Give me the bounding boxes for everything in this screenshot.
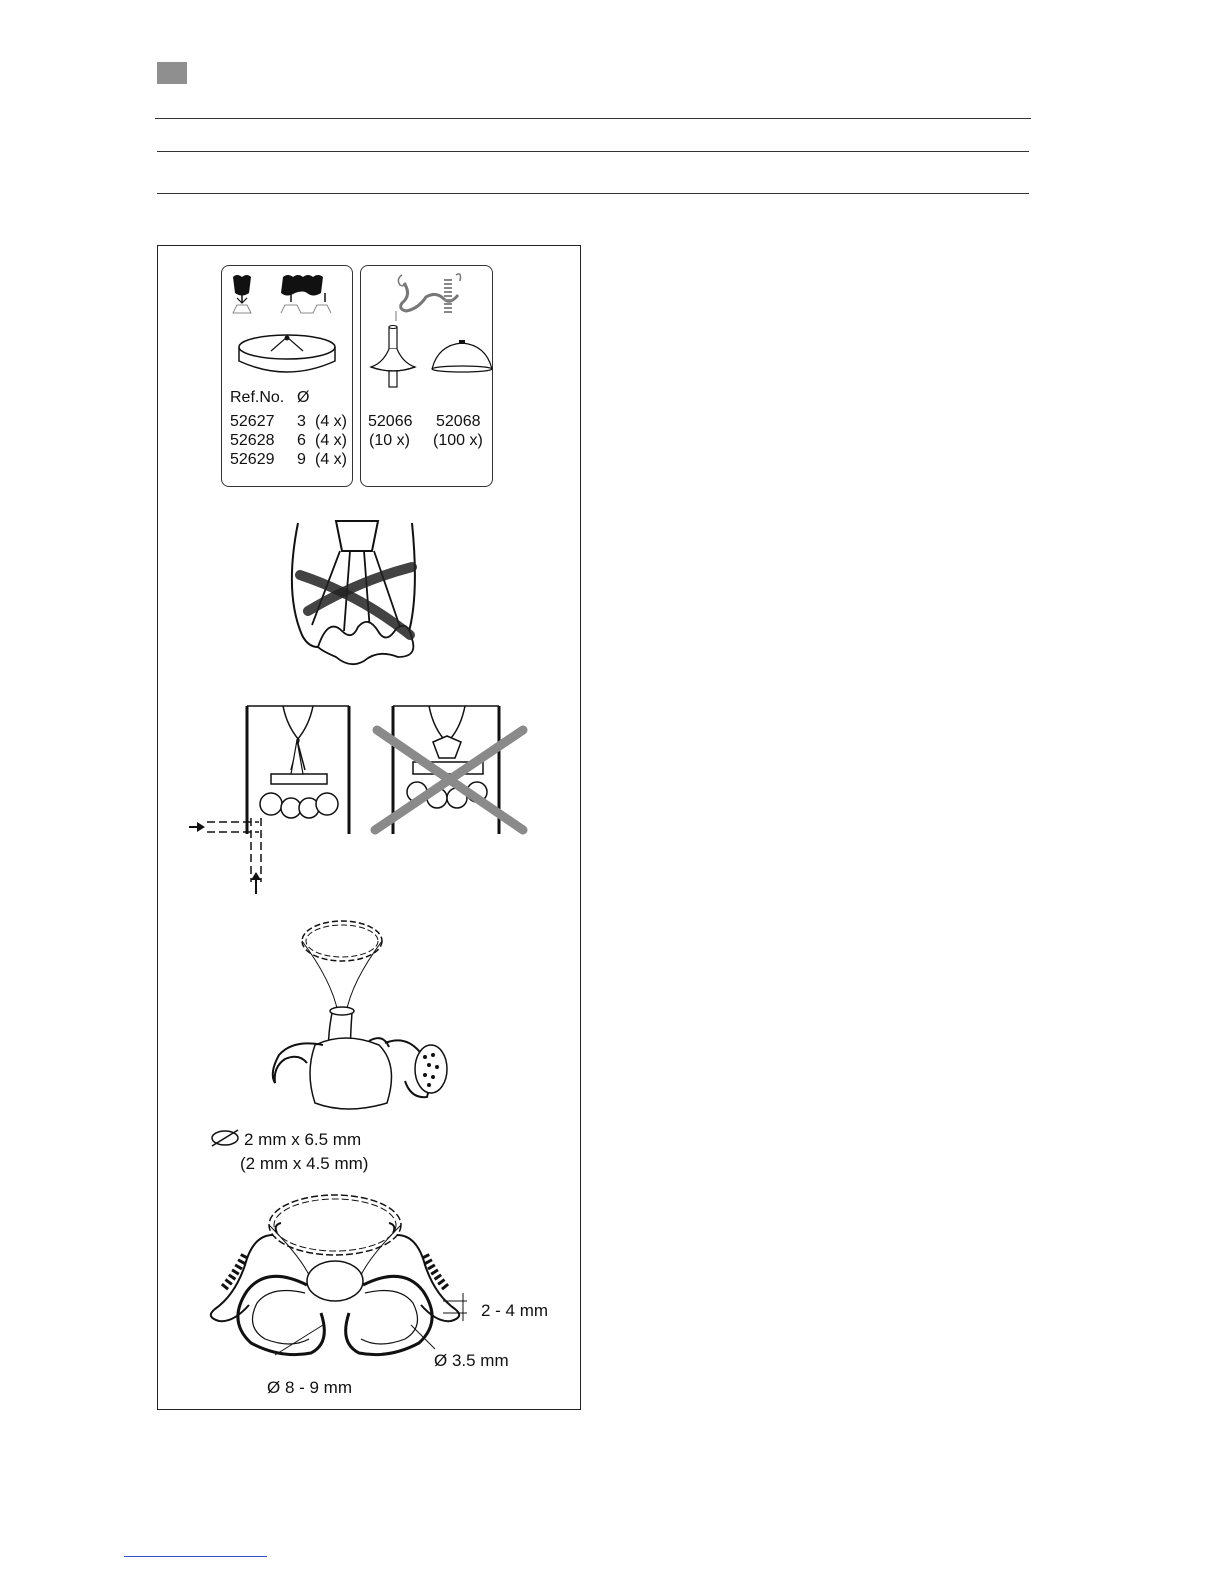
footer-link-underline — [124, 1556, 267, 1557]
ref-52627: 52627 — [230, 413, 275, 430]
dia-52629: 9 — [297, 451, 306, 468]
qty-52627: (4 x) — [315, 413, 347, 430]
oval-diameter-icon — [210, 1128, 240, 1148]
qty-52629: (4 x) — [315, 451, 347, 468]
ref-52628: 52628 — [230, 432, 275, 449]
former-qty-52066: (10 x) — [369, 432, 410, 449]
incorrect-sprue-illustration — [280, 515, 430, 675]
section-marker — [157, 62, 187, 84]
connector-diameter-label: Ø 3.5 mm — [434, 1351, 509, 1370]
ref-52629: 52629 — [230, 451, 275, 468]
sprue-dimension-label: 2 mm x 6.5 mm — [244, 1130, 362, 1149]
framework-dimensions-illustration — [205, 1185, 475, 1375]
dia-52628: 6 — [297, 432, 306, 449]
dia-52627: 3 — [297, 413, 306, 430]
former-ref-52068: 52068 — [436, 413, 481, 430]
diameter-header: Ø — [297, 389, 310, 406]
header-rule — [155, 118, 1031, 119]
height-dimension-label: 2 - 4 mm — [481, 1301, 549, 1320]
sprue-dimension-alt-label: (2 mm x 4.5 mm) — [240, 1154, 369, 1173]
ref-no-header: Ref.No. — [230, 389, 285, 406]
qty-52628: (4 x) — [315, 432, 347, 449]
former-ref-52066: 52066 — [368, 413, 413, 430]
former-illustration — [360, 265, 493, 487]
ring-orientation-illustration — [185, 700, 530, 895]
funnel-sprue-illustration — [265, 915, 465, 1125]
main-diameter-label: Ø 8 - 9 mm — [267, 1378, 353, 1397]
table-rule-bottom — [157, 193, 1029, 194]
former-qty-52068: (100 x) — [433, 432, 483, 449]
table-rule-top — [157, 151, 1029, 152]
